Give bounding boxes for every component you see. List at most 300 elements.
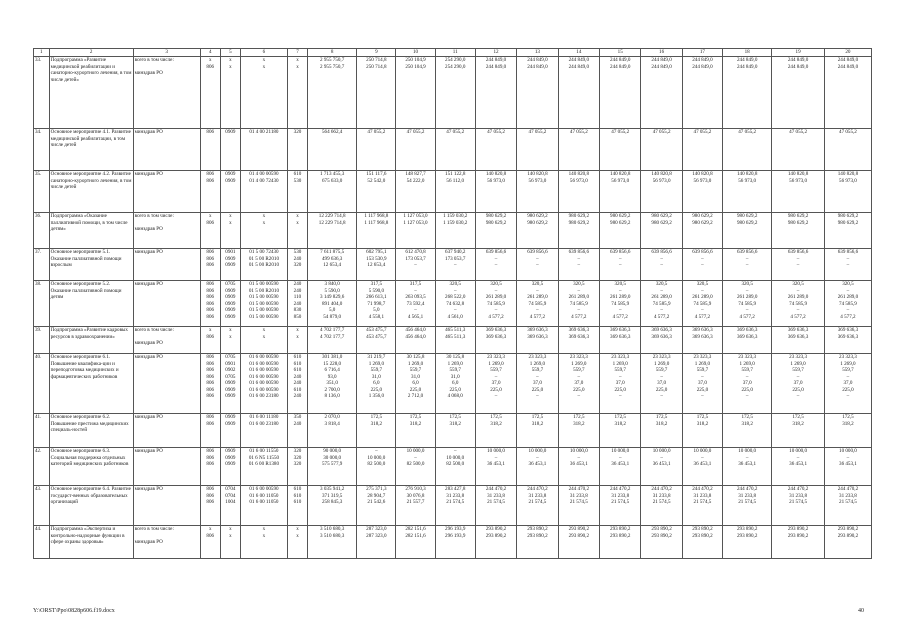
cell-line: 244 849,0 [527,57,548,63]
cell-line: 639 856,6 [485,249,507,255]
cell-line: 31 233,8 [446,492,465,499]
cell-line: 3 840,0 [324,281,340,287]
cell-line: 172,5 [490,414,502,420]
value-cell [200,281,220,327]
cell-line: 559,7 [696,367,709,374]
cell-line: 3 818,4 [324,420,340,427]
value-cell [772,249,825,281]
cell-line: – [701,393,704,400]
cell-line: x [296,333,299,340]
cell-line: – [846,307,850,314]
value-cell [600,448,641,486]
value-cell [240,327,287,354]
cell-line: 564 662,4 [321,129,343,135]
value-cell [308,354,357,414]
cell-line: 320 [293,461,302,468]
cell-line: 23 323,3 [652,354,671,360]
value-cell [558,129,599,171]
page-number: 40 [858,608,864,614]
cell-line: 1 269,0 [840,360,856,367]
column-number-row [34,49,872,57]
cell-line: 266 613,1 [366,294,387,301]
cell-line: 36 453,1 [652,461,671,468]
value-cell [200,414,220,448]
cell-line: 5,0 [328,307,336,314]
cell-line: 320,5 [531,281,544,287]
cell-line: 559,7 [655,367,668,374]
executor-cell [133,249,200,281]
cell-line: 30 000,0 [323,454,342,461]
cell-line: 369 636,3 [651,327,672,333]
program-name: Подпрограмма «Экспертиза и контрольно-надзорные функции в сфере охраны здоровья» [49,526,133,559]
cell-line: 4 577,2 [612,313,628,320]
cell-line: 10 000,0 [406,448,425,454]
cell-line: 244 470,2 [485,486,507,492]
executor-cell [133,281,200,327]
cell-line: 351,0 [326,380,338,387]
cell-line: 293 890,2 [837,532,859,539]
column-number: 11 [435,49,475,57]
value-cell [240,526,287,559]
value-cell [475,171,516,213]
column-number: 13 [517,49,558,57]
cell-line: 3 510 680,3 [320,532,345,539]
table-row [34,354,872,414]
cell-line: – [414,307,417,314]
cell-line: 296 193,9 [445,526,466,532]
cell-line: 30 125,8 [446,354,465,360]
value-cell [308,129,357,171]
value-cell [824,486,871,526]
cell-line: 261 289,0 [736,294,758,301]
cell-line: 980 629,2 [610,213,631,219]
cell-line: 1 269,0 [488,360,504,367]
cell-line: 320 [293,454,302,461]
program-name: Подпрограмма «Оказание паллиативной помощи, в том числе детям» [49,213,133,249]
value-cell [357,281,396,327]
cell-line: 369 636,3 [527,327,548,333]
cell-line: – [846,287,850,294]
cell-line: 151 122,8 [445,171,466,177]
cell-line: 82 500,0 [367,461,386,468]
cell-line: 31 233,8 [569,492,588,499]
value-cell [475,57,516,129]
value-cell [723,354,772,414]
cell-line: 369 636,3 [787,327,809,333]
cell-line: 0705 [225,281,236,287]
value-cell [357,414,396,448]
cell-line: – [494,255,498,262]
value-cell [600,281,641,327]
cell-line: 36 453,1 [528,461,547,468]
cell-line: 12 229 714,8 [318,213,346,219]
value-cell [475,354,516,414]
cell-line: 453 475,7 [366,327,387,333]
value-cell [220,354,240,414]
cell-line: – [577,393,581,400]
cell-line: 240 [293,281,302,287]
cell-line: – [660,454,663,461]
value-cell [287,414,307,448]
value-cell [558,327,599,354]
cell-line: 244 849,0 [787,63,809,70]
value-cell [517,281,558,327]
cell-line: 01 6 00 00590 [249,486,279,492]
cell-line: 320,5 [614,281,626,287]
cell-line: x [296,532,299,539]
value-cell [558,281,599,327]
cell-line: x [262,526,266,532]
cell-line: 244 470,2 [527,486,548,492]
cell-line: 369 636,3 [692,327,713,333]
cell-line: 980 629,2 [837,219,859,226]
value-cell [308,327,357,354]
cell-line: 240 [293,300,302,307]
value-cell [558,526,599,559]
table-row [34,213,872,249]
value-cell [824,448,871,486]
cell-line: 293 890,2 [736,526,758,532]
table-row [34,486,872,526]
value-cell [475,129,516,171]
cell-line: – [536,307,539,314]
value-cell [220,213,240,249]
value-cell [287,526,307,559]
cell-line: 244 470,2 [692,486,713,492]
cell-line: 530 [293,177,302,184]
cell-line: 276 910,3 [405,486,426,492]
cell-line: 4 565,1 [407,313,424,320]
cell-line: x [262,213,266,219]
cell-line: 3 149 829,6 [320,294,345,301]
value-cell [308,486,357,526]
cell-line: минздрав РО [134,539,163,546]
cell-line: 559,7 [409,367,422,374]
value-cell [558,171,599,213]
column-number: 15 [600,49,641,57]
cell-line: 1 127 053,0 [403,213,428,219]
cell-line: 173 053,7 [405,255,426,262]
value-cell [723,57,772,129]
cell-line: – [701,373,704,380]
value-cell [200,526,220,559]
cell-line: x [262,333,266,340]
value-cell [600,327,641,354]
budget-table-page [33,48,872,559]
value-cell [641,129,682,171]
value-cell [772,526,825,559]
value-cell [475,213,516,249]
cell-line: 140 820,8 [837,171,859,177]
value-cell [475,414,516,448]
cell-line: – [745,287,749,294]
cell-line: 318,2 [409,420,422,427]
executor-cell [133,354,200,414]
cell-line: – [494,454,498,461]
cell-line: 1 713 455,3 [320,171,345,177]
value-cell [396,57,435,129]
cell-line: 6,0 [412,380,419,387]
cell-line: 172,5 [370,414,383,420]
cell-line: 806 [206,63,215,70]
cell-line: 261 289,0 [568,294,589,301]
cell-line: 01 5 00 R2010 [248,255,279,262]
value-cell [200,213,220,249]
value-cell [600,526,641,559]
cell-line: 1 269,0 [739,360,755,367]
value-cell [682,171,722,213]
cell-line: – [660,255,663,262]
cell-line: минздрав РО [134,249,163,255]
row-number: 40. [34,354,50,414]
cell-line: x [229,526,232,532]
cell-line: минздрав РО [134,281,163,287]
value-cell [396,448,435,486]
cell-line: 980 629,2 [736,219,758,226]
value-cell [435,354,475,414]
cell-line: 980 629,2 [485,219,507,226]
cell-line: – [846,454,850,461]
cell-line: 293 890,2 [568,526,589,532]
cell-line: 15 228,0 [323,360,342,367]
cell-line: 01 5 00 72430 [249,249,279,255]
cell-line: 23 323,3 [611,354,630,360]
cell-line: всего в том числе: [134,327,174,333]
cell-line: – [701,454,704,461]
cell-line: 287 323,0 [366,532,387,539]
cell-line: 01 6 00 11050 [249,499,279,506]
cell-line: 244 849,0 [610,57,631,63]
value-cell [772,57,825,129]
value-cell [558,448,599,486]
cell-line: x [208,526,212,532]
value-cell [240,249,287,281]
value-cell [220,486,240,526]
cell-line: – [745,262,749,269]
cell-line: 54 879,0 [323,313,342,320]
value-cell [435,57,475,129]
column-number: 10 [396,49,435,57]
cell-line: 369 636,3 [736,327,758,333]
value-cell [308,249,357,281]
cell-line: – [453,307,457,314]
cell-line: – [660,373,663,380]
cell-line: 31,0 [411,373,420,380]
cell-line: 293 890,2 [610,532,631,539]
cell-line: 301 381,0 [321,354,343,360]
row-number: 39. [34,327,50,354]
cell-line: 74 585,9 [789,300,807,307]
cell-line: 36 453,1 [487,461,505,468]
value-cell [772,354,825,414]
cell-line: x [262,63,266,70]
value-cell [723,171,772,213]
cell-line: 261 289,0 [527,294,548,301]
cell-line: 47 055,2 [652,129,671,135]
value-cell [396,213,435,249]
value-cell [517,448,558,486]
value-cell [824,354,871,414]
cell-line: x [229,213,232,219]
cell-line [135,499,199,506]
cell-line: 56 973,0 [693,177,712,184]
cell-line: 980 629,2 [736,213,758,219]
cell-line: 37,0 [532,380,542,387]
cell-line: x [208,57,212,63]
cell-line: – [494,307,498,314]
cell-line: 36 453,1 [839,461,857,468]
cell-line: 74 585,9 [839,300,857,307]
value-cell [824,526,871,559]
cell-line: 637 940,2 [445,249,466,255]
value-cell [435,448,475,486]
cell-line: 293 890,2 [736,532,758,539]
cell-line: 01 5 00 00590 [249,300,279,307]
cell-line: 4 561,0 [447,313,463,320]
value-cell [240,354,287,414]
cell-line: – [796,454,800,461]
cell-line: всего в том числе: [134,526,174,532]
cell-line: 4 577,2 [790,313,806,320]
cell-line: 369 636,3 [485,333,507,340]
cell-line: 01 6 00 00590 [249,380,279,387]
cell-line: 261 289,0 [651,294,672,301]
value-cell [240,213,287,249]
table-row [34,414,872,448]
value-cell [723,281,772,327]
cell-line: 56 973,0 [789,177,807,184]
value-cell [200,129,220,171]
value-cell [435,486,475,526]
cell-line: 806 [206,393,215,400]
value-cell [517,354,558,414]
value-cell [772,414,825,448]
value-cell [308,526,357,559]
value-cell [357,129,396,171]
column-number: 6 [240,49,287,57]
cell-line: 74 585,9 [569,300,588,307]
value-cell [287,354,307,414]
cell-line: 240 [293,380,302,387]
cell-line: 244 849,0 [568,57,589,63]
cell-line: 806 [206,129,215,135]
cell-line: 980 629,2 [692,219,713,226]
cell-line: – [414,287,417,294]
value-cell [220,414,240,448]
value-cell [517,57,558,129]
cell-line: 5 590,0 [324,287,340,294]
cell-line: 82 500,0 [446,461,465,468]
cell-line: x [208,213,212,219]
cell-line: 01 4 00 21180 [249,129,279,135]
cell-line: 23 323,3 [569,354,588,360]
executor-cell [133,129,200,171]
cell-line: 610 [293,360,302,367]
cell-line: 465 511,3 [445,327,466,333]
cell-line: 47 055,2 [569,129,588,135]
cell-line: 10 000,0 [528,448,547,454]
value-cell [723,486,772,526]
cell-line: 254 290,0 [445,57,466,63]
column-number: 14 [558,49,599,57]
value-cell [240,448,287,486]
cell-line: 320,5 [792,281,804,287]
cell-line: 47 055,2 [693,129,712,135]
value-cell [357,213,396,249]
cell-line: 240 [293,255,302,262]
row-number: 35. [34,171,50,213]
cell-line: 1 127 053,0 [403,219,428,226]
cell-line: 225,0 [741,386,753,393]
value-cell [435,526,475,559]
cell-line: 320,5 [655,281,668,287]
cell-line: 318,2 [573,420,585,427]
value-cell [287,213,307,249]
value-cell [200,486,220,526]
cell-line: – [577,287,581,294]
value-cell [682,213,722,249]
value-cell [682,57,722,129]
cell-line: 172,5 [573,414,585,420]
column-number: 1 [34,49,50,57]
cell-line: 254 290,0 [445,63,466,70]
cell-line: 10 000,0 [652,448,671,454]
cell-line: 980 629,2 [485,213,507,219]
cell-line: 980 629,2 [527,219,548,226]
cell-line: 4 577,2 [571,313,587,320]
cell-line: 4 577,2 [694,313,711,320]
cell-line: 31 233,8 [789,492,807,499]
cell-line: 21 574,5 [487,499,505,506]
value-cell [220,171,240,213]
cell-line: 28 904,7 [367,492,386,499]
cell-line: 456 464,0 [405,327,426,333]
cell-line: – [536,393,539,400]
value-cell [772,281,825,327]
cell-line: 320 [293,448,302,454]
cell-line: 0909 [225,313,236,320]
column-number: 18 [723,49,772,57]
cell-line: 7 611 875,5 [320,249,345,255]
value-cell [357,354,396,414]
cell-line: 0909 [225,294,236,301]
value-cell [824,57,871,129]
cell-line: 01 6 00 00590 [249,354,279,360]
value-cell [641,57,682,129]
cell-line: 244 470,2 [651,486,672,492]
value-cell [517,414,558,448]
cell-line: 6,0 [452,380,459,387]
cell-line: – [701,255,704,262]
value-cell [287,249,307,281]
cell-line: 01 5 00 00590 [249,313,279,320]
value-cell [220,129,240,171]
cell-line: 01 5 00 00590 [249,307,279,314]
value-cell [824,129,871,171]
column-number: 19 [772,49,825,57]
cell-line: – [494,393,498,400]
cell-line: 172,5 [741,414,753,420]
value-cell [558,57,599,129]
cell-line: 01 5 00 R2010 [248,262,279,269]
row-number: 41. [34,414,50,448]
cell-line: 23 323,3 [738,354,757,360]
cell-line: 1004 [225,499,236,506]
cell-line [135,421,199,428]
cell-line: 980 629,2 [568,213,589,219]
cell-line: 56 973,0 [738,177,757,184]
cell-line: 37,0 [742,380,752,387]
